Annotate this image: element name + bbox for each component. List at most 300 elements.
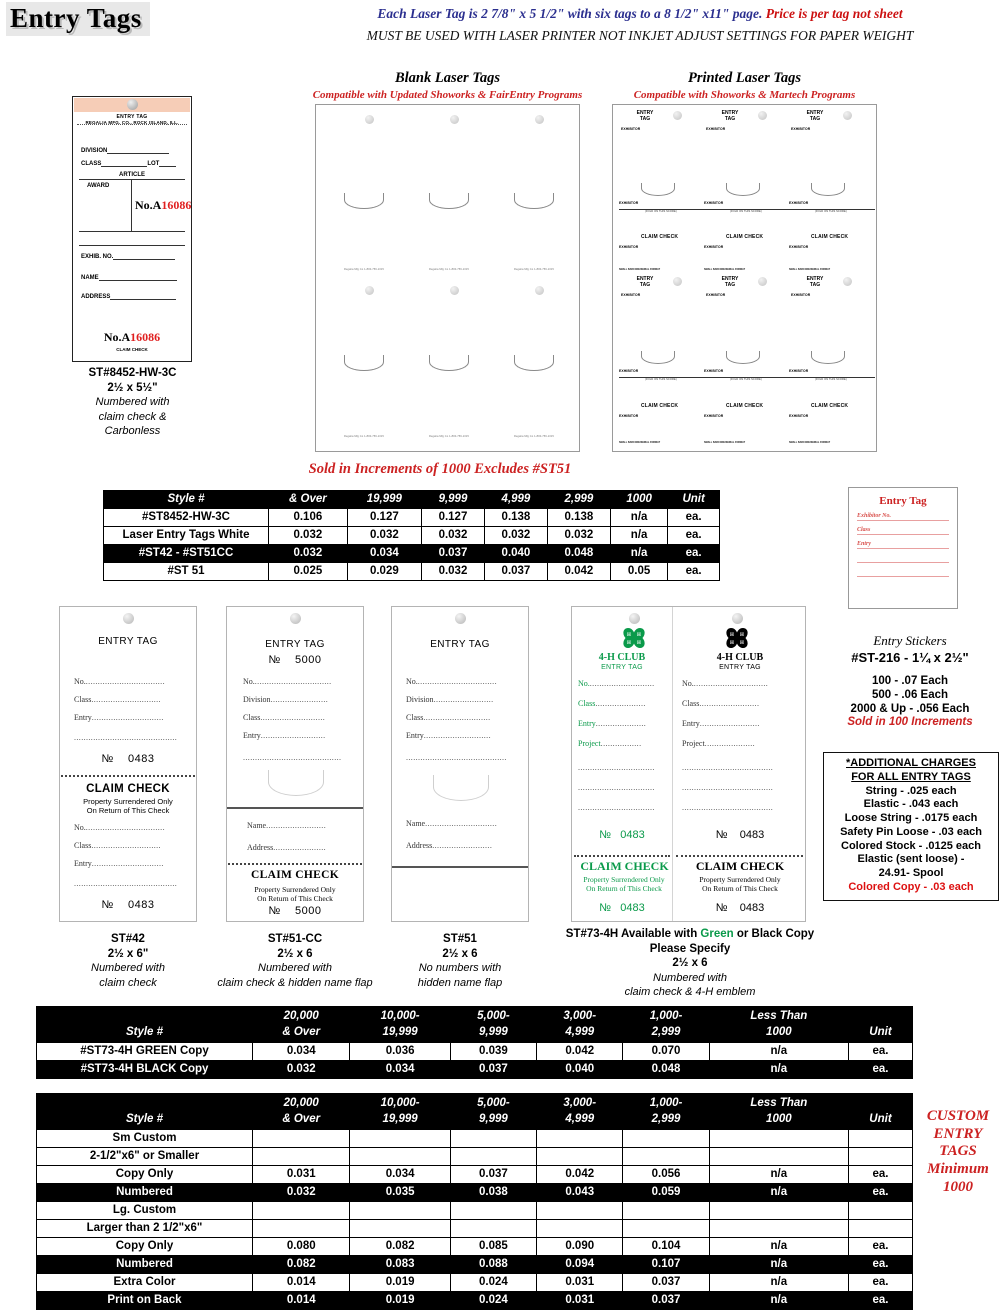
four-h-entry-tag-label-black: ENTRY TAG xyxy=(719,664,761,671)
tag-number-bottom xyxy=(60,899,196,911)
tag-perforation xyxy=(574,855,670,857)
column-header-1: & Over xyxy=(253,1025,350,1043)
table-header-row-bottom xyxy=(37,1112,913,1130)
cell-value xyxy=(450,1202,536,1220)
printed-tag-fold-note: (FOLD ON THIS SCORE) xyxy=(815,210,847,213)
column-header-5: 1,000- xyxy=(623,1094,709,1112)
cell-style: Numbered xyxy=(37,1184,253,1202)
sheet-micro-text: Regalia Mfg Co 1-800-759-1015 xyxy=(344,268,384,271)
column-header-3: 5,000- xyxy=(450,1094,536,1112)
cell-style: Copy Only xyxy=(37,1166,253,1184)
tag-hole-icon xyxy=(365,286,374,295)
printed-tag-title: ENTRY TAG xyxy=(721,276,739,288)
cell-value: ea. xyxy=(848,1166,912,1184)
cell-value xyxy=(848,1202,912,1220)
cell-value: 0.037 xyxy=(421,545,484,563)
column-header-7: Unit xyxy=(668,491,720,509)
caption-specify: Please Specify xyxy=(649,942,731,955)
cell-style: Laser Entry Tags White xyxy=(104,527,269,545)
table-row xyxy=(37,1256,913,1274)
column-header-1: 20,000 xyxy=(253,1007,350,1025)
printed-tag-claim-check: CLAIM CHECK xyxy=(641,403,679,409)
sticker-field-exhibitor-no xyxy=(857,513,949,521)
printed-tag-exhibitor: EXHIBITOR xyxy=(789,245,809,249)
column-header-6: Less Than xyxy=(709,1094,848,1112)
tag-score-curve xyxy=(344,355,384,371)
tag-number-top xyxy=(60,753,196,765)
tag-field-lot-label: LOT xyxy=(147,161,160,167)
tag-field-class-label: Class xyxy=(406,713,424,722)
printed-tag-exhibitor: EXHIBITOR xyxy=(791,127,811,131)
cell-value: 0.088 xyxy=(450,1256,536,1274)
cell-value: 0.036 xyxy=(350,1043,450,1061)
tag-hole-icon xyxy=(123,613,134,624)
table-row xyxy=(104,509,720,527)
cell-value: 0.043 xyxy=(537,1184,623,1202)
tag-field-entry-label: Entry xyxy=(74,859,92,868)
cell-value: 0.042 xyxy=(547,563,610,581)
column-header-0: Style # xyxy=(37,1112,253,1130)
cell-value: ea. xyxy=(668,527,720,545)
caption-size: 2½ x 5½" xyxy=(107,381,158,394)
column-header-3: 5,000- xyxy=(450,1007,536,1025)
tag-field-project-green: Project................. xyxy=(578,739,642,748)
tag-field-class-green: Class..................... xyxy=(578,699,646,708)
tag-number-top-value: 0483 xyxy=(620,829,645,841)
tag-number-bottom-black xyxy=(675,902,805,914)
cell-value: 0.032 xyxy=(484,527,547,545)
cell-value xyxy=(253,1202,350,1220)
tag-field-no-green: No............................ xyxy=(578,679,655,688)
column-header-5: 1,000- xyxy=(623,1007,709,1025)
tag-score-curve xyxy=(268,770,324,796)
tag-score-curve xyxy=(433,775,489,801)
cell-value: ea. xyxy=(848,1292,912,1310)
cell-value xyxy=(450,1148,536,1166)
column-header-4: 4,999 xyxy=(537,1025,623,1043)
cell-style: Extra Color xyxy=(37,1274,253,1292)
tag-field-entry-label: Entry xyxy=(74,713,92,722)
tag-field-entry: Entry............................ xyxy=(406,731,491,740)
tag-field-no-label: No. xyxy=(74,823,86,832)
table-row xyxy=(37,1184,913,1202)
tag-field-class: Class........................... xyxy=(243,713,326,722)
column-header-5: 2,999 xyxy=(547,491,610,509)
tag-field-entry-black: Entry......................... xyxy=(682,719,760,728)
tag-number-bottom xyxy=(73,330,191,345)
cell-value: ea. xyxy=(848,1274,912,1292)
cell-value: 0.048 xyxy=(547,545,610,563)
entry-stickers-sku: #ST-216 - 1¼ x 2½" xyxy=(851,650,969,665)
cell-value: ea. xyxy=(848,1061,912,1079)
entry-sticker-sample xyxy=(848,487,958,609)
charges-item-0: String - .025 each xyxy=(865,784,957,797)
caption-desc-2: claim check & 4-H emblem xyxy=(624,986,756,999)
tag-field-blank-green: ................................ xyxy=(578,783,655,792)
cell-value xyxy=(623,1202,709,1220)
tag-score-curve xyxy=(726,351,760,364)
cell-value: n/a xyxy=(610,509,667,527)
tag-field-entry-green: Entry..................... xyxy=(578,719,647,728)
caption-desc-3: Carbonless xyxy=(104,424,161,437)
tag-field-name-label: NAME xyxy=(81,275,99,281)
tag-field-class-label: Class xyxy=(578,699,596,708)
caption-desc-1: Numbered with xyxy=(95,396,170,409)
printed-tag-fold-note: (FOLD ON THIS SCORE) xyxy=(730,378,762,381)
cell-style: Lg. Custom xyxy=(37,1202,253,1220)
table-row xyxy=(37,1238,913,1256)
cell-value: 0.014 xyxy=(253,1292,350,1310)
cell-value: 0.083 xyxy=(350,1256,450,1274)
cell-value xyxy=(350,1148,450,1166)
cell-value xyxy=(350,1130,450,1148)
printed-tag-exhibitor: EXHIBITOR xyxy=(619,245,639,249)
caption-style: ST#51-CC xyxy=(267,933,323,945)
cell-value: 0.040 xyxy=(537,1061,623,1079)
printed-tag-exhibitor: EXHIBITOR xyxy=(791,293,811,297)
cell-value xyxy=(450,1130,536,1148)
tag-score-curve xyxy=(811,351,845,364)
printed-tag-exhibitor: EXHIBITOR xyxy=(704,369,724,373)
tag-claim-check-sub-green xyxy=(572,875,676,893)
cell-value: 0.059 xyxy=(623,1184,709,1202)
claim-sub-1: Property Surrendered Only xyxy=(699,875,781,884)
tag-field-name: Name.............................. xyxy=(406,819,498,828)
column-header-5: 2,999 xyxy=(623,1025,709,1043)
table-row xyxy=(104,563,720,581)
caption-desc-2: claim check & xyxy=(98,410,167,423)
tag-field-class: Class............................. xyxy=(74,841,161,850)
tag-title: ENTRY TAG xyxy=(116,114,148,120)
tag-score-curve xyxy=(514,355,554,371)
entry-stickers-increment-note: Sold in 100 Increments xyxy=(847,716,973,728)
tag-rule-2 xyxy=(79,231,185,232)
tag-field-entry: Entry........................... xyxy=(243,731,326,740)
column-header-1: & Over xyxy=(269,491,348,509)
charges-item-3: Safety Pin Loose - .03 each xyxy=(840,825,982,838)
tag-field-blank-green: ................................ xyxy=(578,763,655,772)
cell-value: 0.031 xyxy=(537,1274,623,1292)
column-header-4: 4,999 xyxy=(537,1112,623,1130)
cell-value xyxy=(537,1130,623,1148)
charges-colored-copy: Colored Copy - .03 each xyxy=(848,880,974,893)
tag-score-curve xyxy=(344,193,384,209)
column-header-2: 10,000- xyxy=(350,1007,450,1025)
entry-stickers-price-500: 500 - .06 Each xyxy=(871,689,949,701)
cell-value: 0.024 xyxy=(450,1274,536,1292)
column-header-7: Unit xyxy=(848,1025,912,1043)
tag-score-curve xyxy=(429,193,469,209)
cell-value xyxy=(709,1220,848,1238)
tag-score-curve xyxy=(514,193,554,209)
tag-number-top-value: 0483 xyxy=(128,753,155,765)
printed-tag-title: ENTRY TAG xyxy=(806,276,824,288)
cell-value: 0.032 xyxy=(269,545,348,563)
tag-field-division: Division......................... xyxy=(406,695,494,704)
tag-field-blank-black: ...................................... xyxy=(682,763,774,772)
tag-field-division-label: DIVISION xyxy=(81,148,108,154)
sticker-field-class-label: Class xyxy=(857,527,871,533)
column-header-0: Style # xyxy=(104,491,269,509)
printed-tag-exhibitor: EXHIBITOR xyxy=(704,414,724,418)
cell-value: n/a xyxy=(709,1274,848,1292)
cell-value: 0.106 xyxy=(269,509,348,527)
sample-tag-st42-caption xyxy=(59,932,197,990)
cell-value: 0.034 xyxy=(347,545,421,563)
blank-laser-tags-subtitle: Compatible with Updated Showorks & FairEntry Programs xyxy=(312,89,583,101)
tag-hole-icon xyxy=(629,613,640,624)
cell-value: 0.032 xyxy=(547,527,610,545)
caption-desc-1: Numbered with xyxy=(258,962,332,975)
claim-sub-2: On Return of This Check xyxy=(86,806,170,815)
custom-price-table xyxy=(36,1093,913,1310)
tag-title: ENTRY TAG xyxy=(430,639,490,650)
tag-rule-vertical xyxy=(131,179,132,231)
column-header-2: 10,000- xyxy=(350,1094,450,1112)
entry-stickers-price-2000: 2000 & Up - .056 Each xyxy=(850,703,970,715)
tag-number-top-value: 0483 xyxy=(739,829,765,841)
cell-value: ea. xyxy=(668,509,720,527)
printed-tag-barcode-note: SMALL BARCODE/SERIAL FORMAT xyxy=(619,441,661,444)
sample-tag-st8452-caption xyxy=(60,366,205,438)
printed-tag-barcode-note: SMALL BARCODE/SERIAL FORMAT xyxy=(619,268,661,271)
numero-symbol: № xyxy=(599,829,612,841)
cell-value: 0.025 xyxy=(269,563,348,581)
cell-value: 0.094 xyxy=(537,1256,623,1274)
printed-tag-title: ENTRY TAG xyxy=(636,110,654,122)
additional-charges-box xyxy=(823,752,999,901)
sticker-field-entry xyxy=(857,541,949,549)
sticker-field-entry-label: Entry xyxy=(857,541,872,547)
tag-hole-icon xyxy=(535,115,544,124)
tag-hole-icon xyxy=(673,111,682,120)
cell-value xyxy=(253,1130,350,1148)
cell-value: 0.070 xyxy=(623,1043,709,1061)
cell-value: 0.019 xyxy=(350,1274,450,1292)
printed-laser-tags-subtitle: Compatible with Showorks & Martech Programs xyxy=(633,89,856,101)
cell-value xyxy=(848,1148,912,1166)
tag-name-flap xyxy=(227,807,363,809)
header-note-line-2: MUST BE USED WITH LASER PRINTER NOT INKJET ADJUST SETTINGS FOR PAPER WEIGHT xyxy=(366,28,914,43)
cell-value: 0.032 xyxy=(421,527,484,545)
column-header-3: 9,999 xyxy=(450,1112,536,1130)
cell-style: #ST8452-HW-3C xyxy=(104,509,269,527)
table-row xyxy=(37,1043,913,1061)
printed-tag-claim-check: CLAIM CHECK xyxy=(726,234,764,240)
printed-tag-exhibitor: EXHIBITOR xyxy=(619,414,639,418)
printed-tag-claim-check: CLAIM CHECK xyxy=(811,403,849,409)
tag-hole-icon xyxy=(450,286,459,295)
printed-tag-exhibitor: EXHIBITOR xyxy=(704,245,724,249)
tag-number-top-value: 16086 xyxy=(161,198,192,212)
cell-value: 0.127 xyxy=(347,509,421,527)
table-row xyxy=(37,1220,913,1238)
caption-style: ST#8452-HW-3C xyxy=(88,367,177,379)
cell-value xyxy=(848,1220,912,1238)
sample-tag-st51 xyxy=(391,606,529,922)
tag-number-bottom xyxy=(227,905,363,917)
printed-tag-exhibitor: EXHIBITOR xyxy=(704,201,724,205)
column-header-0: Style # xyxy=(37,1025,253,1043)
claim-sub-1: Property Surrendered Only xyxy=(254,885,336,894)
printed-tag-exhibitor: EXHIBITOR xyxy=(619,369,639,373)
cell-value: 0.032 xyxy=(421,563,484,581)
four-h-price-table xyxy=(36,1006,913,1079)
tag-hole-icon xyxy=(450,115,459,124)
cell-value: ea. xyxy=(848,1043,912,1061)
entry-stickers-price-100: 100 - .07 Each xyxy=(871,675,949,687)
numero-symbol: № xyxy=(268,905,281,917)
table-row xyxy=(37,1274,913,1292)
tag-field-division: Division........................ xyxy=(243,695,329,704)
svg-text:H: H xyxy=(730,633,734,638)
table-row xyxy=(37,1292,913,1310)
cell-style: Copy Only xyxy=(37,1238,253,1256)
svg-text:H: H xyxy=(637,633,641,638)
printed-tag-exhibitor: EXHIBITOR xyxy=(789,201,809,205)
tag-field-exhib-no-label: EXHIB. NO. xyxy=(81,254,114,260)
tag-field-blank: .......................................... xyxy=(406,753,507,762)
caption-size: 2½ x 6 xyxy=(277,947,313,960)
column-header-4: 3,000- xyxy=(537,1007,623,1025)
tag-field-name: Name......................... xyxy=(247,821,327,830)
custom-note-line-5: 1000 xyxy=(943,1178,973,1195)
table-row xyxy=(37,1148,913,1166)
tag-number-top-green xyxy=(572,829,672,841)
printed-tag-barcode-note: SMALL BARCODE/SERIAL FORMAT xyxy=(789,268,831,271)
cell-value: n/a xyxy=(610,545,667,563)
cell-value: 0.048 xyxy=(623,1061,709,1079)
caption-desc-1: No numbers with xyxy=(418,962,502,975)
charges-heading-1: *ADDITIONAL CHARGES xyxy=(846,757,976,769)
cell-value: 0.037 xyxy=(450,1166,536,1184)
tag-hole-icon xyxy=(365,115,374,124)
cell-style: #ST 51 xyxy=(104,563,269,581)
claim-sub-2: On Return of This Check xyxy=(702,884,778,893)
cell-value: 0.037 xyxy=(450,1061,536,1079)
tag-claim-check-sub-black xyxy=(675,875,805,893)
table-header-row-top xyxy=(37,1094,913,1112)
tag-field-entry-label: Entry xyxy=(243,731,261,740)
blank-laser-tags-title: Blank Laser Tags xyxy=(394,70,500,86)
printed-tag-fold-note: (FOLD ON THIS SCORE) xyxy=(815,378,847,381)
cell-value xyxy=(709,1202,848,1220)
tag-field-address xyxy=(81,293,176,300)
caption-size: 2½ x 6 xyxy=(442,947,478,960)
printed-tag-exhibitor: EXHIBITOR xyxy=(706,127,726,131)
tag-field-division xyxy=(81,147,169,154)
tag-field-class-label: CLASS xyxy=(81,161,102,167)
header-note-price: Price is per tag not sheet xyxy=(765,6,903,21)
page-title: Entry Tags xyxy=(6,2,150,36)
tag-score-curve xyxy=(811,183,845,196)
table-row xyxy=(37,1061,913,1079)
cell-style: #ST42 - #ST51CC xyxy=(104,545,269,563)
tag-dot-rule xyxy=(77,124,187,125)
charges-item-1: Elastic - .043 each xyxy=(863,798,959,811)
printed-tag-barcode-note: SMALL BARCODE/SERIAL FORMAT xyxy=(789,441,831,444)
cell-style: Numbered xyxy=(37,1256,253,1274)
four-h-entry-tag-label-green: ENTRY TAG xyxy=(601,664,643,671)
tag-rule-1 xyxy=(79,179,185,180)
cell-value: ea. xyxy=(848,1256,912,1274)
column-header-3: 9,999 xyxy=(421,491,484,509)
table-header-row xyxy=(104,491,720,509)
sticker-field-class xyxy=(857,527,949,535)
sheet-micro-text: Regalia Mfg Co 1-800-759-1015 xyxy=(514,435,554,438)
tag-field-class-label: Class xyxy=(682,699,700,708)
column-header-7 xyxy=(848,1094,912,1112)
tag-field-class xyxy=(81,160,176,167)
cell-value: 0.085 xyxy=(450,1238,536,1256)
printed-tag-fold-note: (FOLD ON THIS SCORE) xyxy=(730,210,762,213)
tag-field-no-label: No. xyxy=(578,679,590,688)
cell-value xyxy=(623,1148,709,1166)
cell-value: 0.032 xyxy=(269,527,348,545)
sample-tag-st51cc xyxy=(226,606,364,922)
printed-tag-exhibitor: EXHIBITOR xyxy=(621,127,641,131)
tag-score-curve xyxy=(429,355,469,371)
table-header-row-top xyxy=(37,1007,913,1025)
sample-tag-st51cc-caption xyxy=(206,932,384,990)
custom-note-line-2: ENTRY xyxy=(933,1125,983,1142)
tag-rule-3 xyxy=(79,245,185,246)
svg-text:H: H xyxy=(637,641,641,646)
tag-hole-icon xyxy=(455,613,466,624)
tag-field-project-black: Project..................... xyxy=(682,739,756,748)
main-price-table xyxy=(103,490,720,581)
tag-field-entry-label: Entry xyxy=(578,719,596,728)
cell-value: n/a xyxy=(709,1184,848,1202)
column-header-1: & Over xyxy=(253,1112,350,1130)
cell-value xyxy=(537,1220,623,1238)
column-header-7 xyxy=(848,1007,912,1025)
tag-field-class: Class............................. xyxy=(74,695,161,704)
cell-value xyxy=(709,1130,848,1148)
cell-value: 0.104 xyxy=(623,1238,709,1256)
sheet-micro-text: Regalia Mfg Co 1-800-759-1015 xyxy=(429,435,469,438)
table-row xyxy=(37,1202,913,1220)
cell-value xyxy=(537,1202,623,1220)
tag-claim-check-sub xyxy=(227,885,363,903)
tag-field-division-label: Division xyxy=(243,695,271,704)
numero-symbol: № xyxy=(101,899,114,911)
tag-field-no: No.................................. xyxy=(74,677,165,686)
tag-number-bottom-value: 0483 xyxy=(128,899,155,911)
printed-tag-exhibitor: EXHIBITOR xyxy=(619,201,639,205)
tag-field-no: No.................................. xyxy=(74,823,165,832)
tag-claim-check-sub xyxy=(60,797,196,815)
cell-value: ea. xyxy=(848,1184,912,1202)
caption-availability xyxy=(566,928,814,940)
four-h-clover-icon xyxy=(622,627,646,649)
printed-tag-exhibitor: EXHIBITOR xyxy=(621,293,641,297)
tag-field-class-label: Class xyxy=(243,713,261,722)
tag-field-no: No.................................. xyxy=(406,677,497,686)
tag-perforation xyxy=(676,855,803,857)
table-row xyxy=(104,527,720,545)
cell-value: 0.034 xyxy=(253,1043,350,1061)
tag-field-address-label: Address xyxy=(247,843,274,852)
charges-item-4: Colored Stock - .0125 each xyxy=(841,839,981,852)
tag-perforation xyxy=(61,775,195,777)
tag-field-entry: Entry.............................. xyxy=(74,713,164,722)
column-header-2: 19,999 xyxy=(350,1025,450,1043)
claim-sub-2: On Return of This Check xyxy=(257,894,333,903)
claim-sub-1: Property Surrendered Only xyxy=(83,797,173,806)
tag-field-division-label: Division xyxy=(406,695,434,704)
cell-value: ea. xyxy=(668,545,720,563)
